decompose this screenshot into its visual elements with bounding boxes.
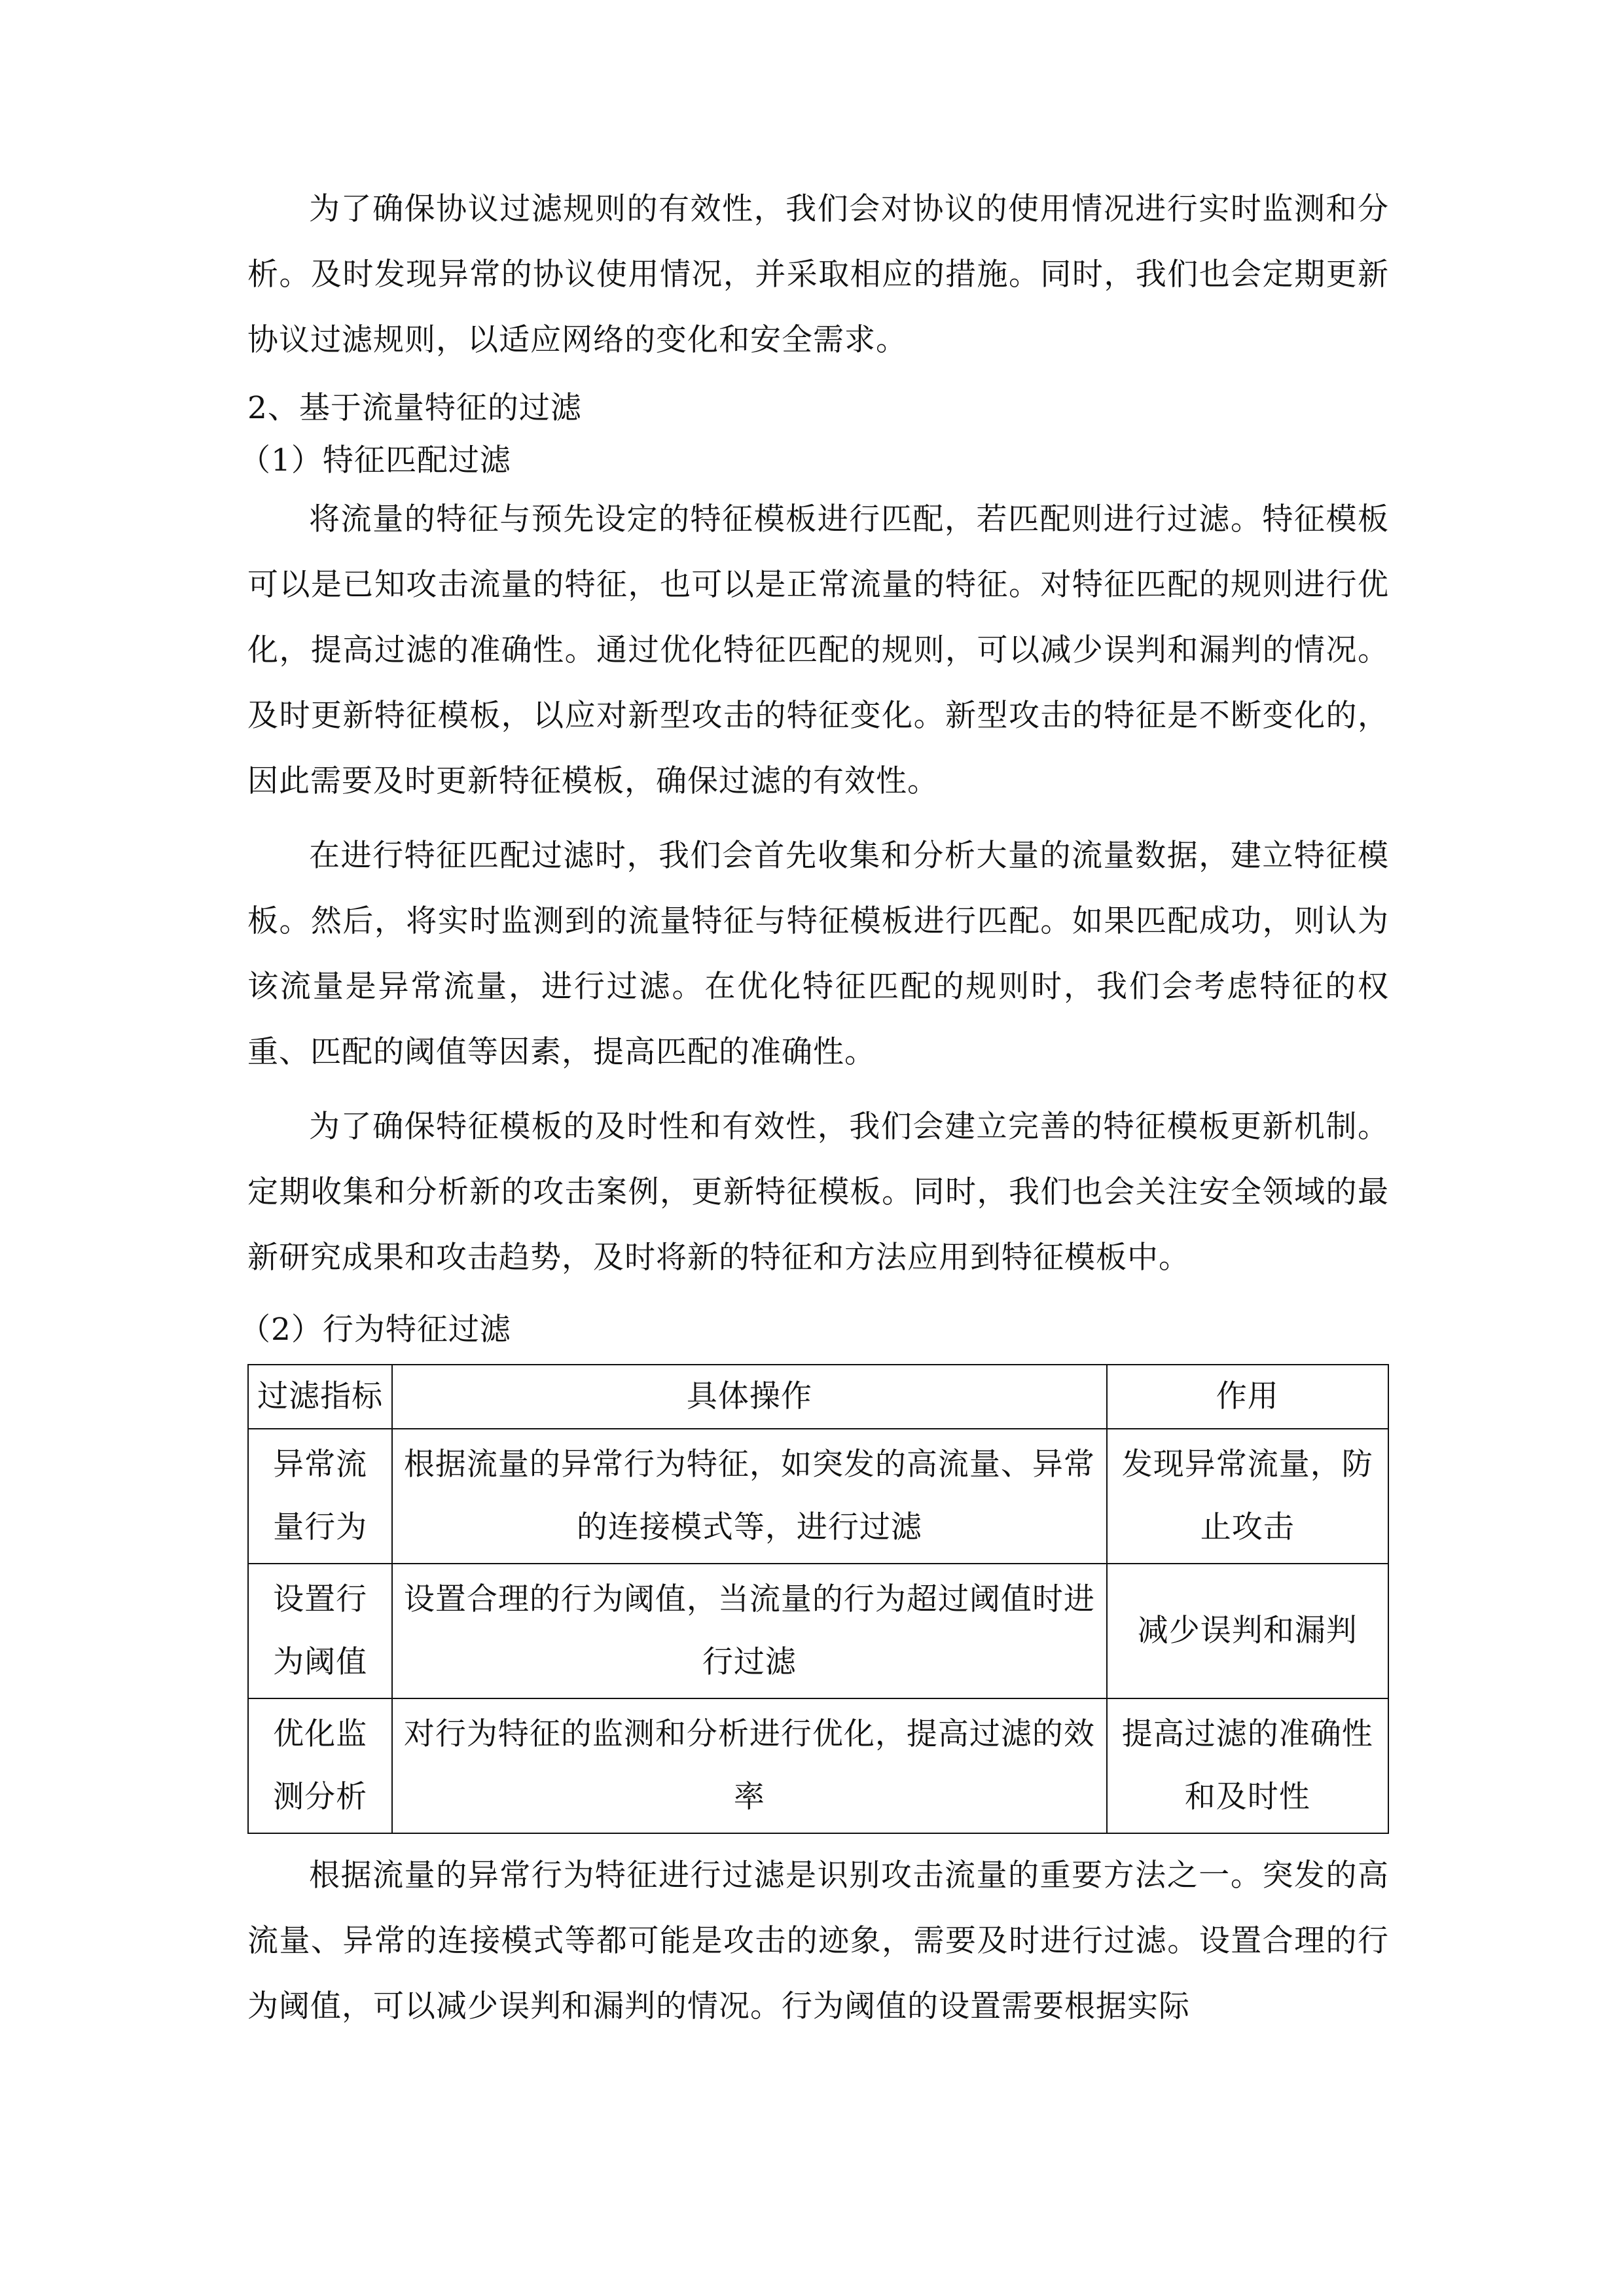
subsection-heading-feature-matching: （1）特征匹配过滤: [240, 442, 511, 478]
table-cell-indicator: 设置行为阈值: [248, 1564, 392, 1698]
paragraph-feature-matching-intro: 将流量的特征与预先设定的特征模板进行匹配，若匹配则进行过滤。特征模板可以是已知攻击流量的特征，也可以是正常流量的特征。对特征匹配的规则进行优化，提高过滤的准确性。通过优化特征匹配的规则，可以减少误判和漏判的情况。及时更新特征模板，以应对新型攻击的特征变化。新型攻击的特征是不断变化的，因此需要及时更新特征模板，确保过滤的有效性。: [247, 501, 1389, 799]
table-header-cell: 过滤指标: [248, 1365, 392, 1429]
table-header-row: [248, 1365, 1388, 1429]
section-heading-traffic-feature-filtering: 2、基于流量特征的过滤: [247, 390, 582, 426]
paragraph-template-update: 为了确保特征模板的及时性和有效性，我们会建立完善的特征模板更新机制。定期收集和分析新的攻击案例，更新特征模板。同时，我们也会关注安全领域的最新研究成果和攻击趋势，及时将新的特征和方法应用到特征模板中。: [247, 1109, 1389, 1276]
table-header-cell: 具体操作: [392, 1365, 1106, 1429]
behavior-filter-table: [247, 1364, 1389, 1834]
table-row: [248, 1564, 1388, 1698]
table-header-cell: 作用: [1107, 1365, 1389, 1429]
table-cell-effect: 提高过滤的准确性和及时性: [1107, 1698, 1389, 1833]
table-row: [248, 1698, 1388, 1833]
paragraph-behavior-filtering: 根据流量的异常行为特征进行过滤是识别攻击流量的重要方法之一。突发的高流量、异常的连接模式等都可能是攻击的迹象，需要及时进行过滤。设置合理的行为阈值，可以减少误判和漏判的情况。行为阈值的设置需要根据实际: [247, 1857, 1389, 2024]
table-cell-operation: 对行为特征的监测和分析进行优化，提高过滤的效率: [392, 1698, 1106, 1833]
table-cell-operation: 设置合理的行为阈值，当流量的行为超过阈值时进行过滤: [392, 1564, 1106, 1698]
table-cell-operation: 根据流量的异常行为特征，如突发的高流量、异常的连接模式等，进行过滤: [392, 1429, 1106, 1564]
table-cell-effect: 发现异常流量，防止攻击: [1107, 1429, 1389, 1564]
paragraph-protocol-monitoring: 为了确保协议过滤规则的有效性，我们会对协议的使用情况进行实时监测和分析。及时发现异常的协议使用情况，并采取相应的措施。同时，我们也会定期更新协议过滤规则，以适应网络的变化和安全需求。: [247, 191, 1389, 358]
paragraph-feature-matching-process: 在进行特征匹配过滤时，我们会首先收集和分析大量的流量数据，建立特征模板。然后，将实时监测到的流量特征与特征模板进行匹配。如果匹配成功，则认为该流量是异常流量，进行过滤。在优化特征匹配的规则时，我们会考虑特征的权重、匹配的阈值等因素，提高匹配的准确性。: [247, 838, 1389, 1070]
document-page: [240, 177, 1389, 2049]
table-row: [248, 1429, 1388, 1564]
table-cell-effect: 减少误判和漏判: [1107, 1564, 1389, 1698]
table-cell-indicator: 异常流量行为: [248, 1429, 392, 1564]
table-cell-indicator: 优化监测分析: [248, 1698, 392, 1833]
subsection-heading-behavior-filtering: （2）行为特征过滤: [240, 1312, 511, 1348]
